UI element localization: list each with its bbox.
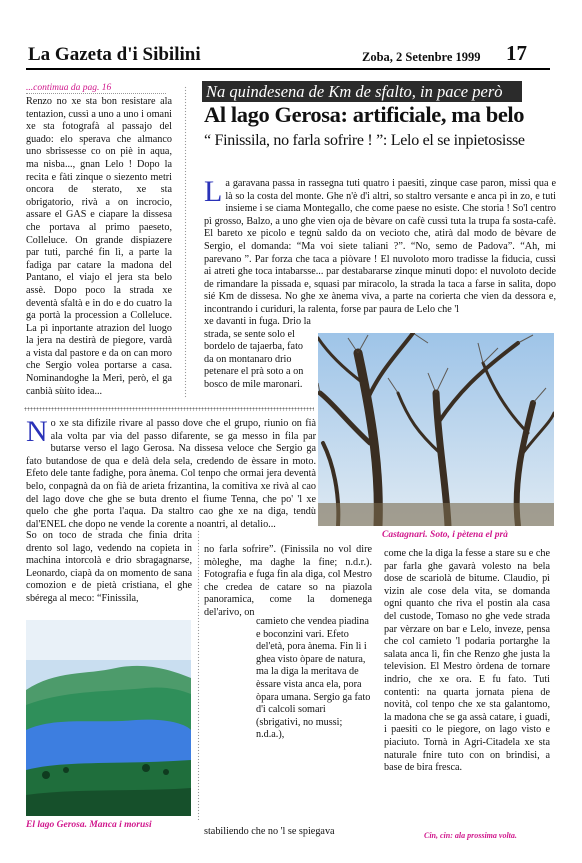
subheadline: “ Finissila, no farla sofrire ! ”: Lelo el se inpietosisse <box>204 132 525 149</box>
trees-caption: Castagnari. Soto, i pètena el prà <box>382 530 508 540</box>
column-1-lower-text: So on toco de strada che finia drita drento sol lago, vedendo na copieta in machina intorcolà e drio sbragagnarse, Leonardo, ciapà da on momento de sana comozion e de pietà cristiana, el ghe sbérega al meco: “Finissila, <box>26 530 192 604</box>
kicker-text: Na quindesena de Km de sfalto, in pace però <box>206 82 503 101</box>
article-paragraph-2 <box>26 415 316 531</box>
column-3-text: come che la diga la fesse a stare su e che par farla ghe gavarà volesto na bela dose de scariolà de bitume. Claudio, pì vizin ale cose dela vita, se domanda ogni quanto che riva el postin ala casa del custode, Tomaso no ghe vede strada par vèrzare on bar e Lelo, inveze, pensa che col camieto 'l podaria portarghe la salata anca lì, fin che Renzo ghe justa la television. El Mestro òrdena de tornare indrio, che xe ora. E fu fato. Tuti contenti: na quarta jornata piena de novità, col tenpo che xe sta galantomo, la madona che se ga assà catare, i guadi, i paesiti co le piegore, on lago visto e piaciuto. Tornà in Agri-Citadela xe sta naturale fnire tuto con on brindisi, a base de bira fresca. <box>384 548 550 774</box>
column-2-narrow-text: camieto che vendea piadina e boconzini vari. Efeto del'età, pora ànema. Fin lì i ghea visto òpare de natura, ma la diga la meritava de èssare vista anca ela, pora òpara umana. Sergio ga fato d'i calcoli somari (sbrigativi, no mussi; n.d.a.), <box>256 616 371 741</box>
continue-note: Cin, cin: ala prossima volta. <box>424 831 517 840</box>
column-2-top-text: no farla sofrire”. (Finissila no vol dire mòleghe, ma daghe la fine; n.d.r.). Fotografia e fuga fin ala diga, col Mestro che credea de catare so na piazola panoramica, come la domenega del'arivo, on <box>204 544 372 618</box>
masthead-date: Zoba, 2 Setenbre 1999 <box>362 50 481 64</box>
left-column-text: Renzo no xe sta bon resistare ala tentazion, cussì a uno a uno i omani xe sta fotografà al passajo del guado: elo sperava che almanco uno sbrissesse co on piè in aqua, ma nisba..., gnan Lelo ! Dopo la recita e fàti zinque o siezento metri oncora de sterato, xe sta obrigatorio, rivà a on incrocio, assare el GAS e ciapare la dissesa che portava al primo paeseto, Colleluce. On grande dispiazere par tuti, parché fin lì, a parte la fadiga par catare la madona del Pantano, el viajo el jera sta belo assè. Dopo poco la strada xe deventà sfaltà e in do e do cuatro la ga portà la procession a Colleluce. La pì inportante atrazion del luogo la jera na destirà de piegore, vardà a vista dal pastore e da on can moro che Sergio volea portarse a casa. Nominandoghe la Merì, però, el ga canbià sùito idea... <box>26 96 172 397</box>
continued-label: ...contimua da pag. 16 <box>26 83 112 93</box>
lake-photo-image <box>26 620 191 816</box>
lake-photo <box>26 620 191 816</box>
trees-photo <box>318 333 554 526</box>
continued-from <box>26 83 166 94</box>
lake-caption: El lago Gerosa. Manca i morusi <box>26 820 152 830</box>
article-paragraph-1 <box>204 175 556 317</box>
drop-cap-2: N <box>26 415 48 448</box>
section-separator <box>24 407 314 411</box>
article-paragraph-1-narrow: xe davanti in fuga. Drio la strada, se sente solo el bordelo de tajaerba, fato da on montanaro drio petenare el prà soto a on bosco de mile maronari. <box>204 316 311 390</box>
headline: Al lago Gerosa: artificiale, ma belo <box>204 102 525 127</box>
paragraph-2-text: o xe sta difizile rivare al passo dove che el grupo, riunio on fià ala volta par via del passo difarente, se ga messo in fila par butarse verso el lago Gerosa. Na dissesa veloce che Sergio ga fato butandose de qua e delà dela sela, credendo de èssare in moto. Efeto dele tante fadighe, pora ànema. Col tenpo che ormai jera deventà belo, conpagnà da on fià de arieta frizantina, la comitiva xe rivà al cao del lago dove che ghe se buta drento el fiume Tenna, che po' 'l xe quelo che ghe porta l'aqua. Da staltro cao ghe xe na diga, tendù dal'ENEL che dopo ne vende la corente a noantri, al detalio... <box>26 418 316 530</box>
column-separator-lower <box>197 530 200 820</box>
paragraph-1-text: a garavana passa in rassegna tuti quatro i paesiti, zinque case paron, missi qua e là so la costa del monte. Ghe n'è d'i altri, so staltro versante e anca pì in zo, e tuti insieme i se ciama Montegallo, che come paese no esiste. Che storia ! So'l centro pì grosso, Balzo, a uno ghe vien oja de bèvare on cafè cussì tuta la trupa fa sosta-cafè. El bareto xe picolo e tegnù saldo da on vecioto che, atirà dal modo de bèvare de Sergio, el domanda: “Ma voi siete taliani ?”. “No, semo de Padova”. “Ah, mi parevano ”. Par forza che taca a piòvare ! El nuvoloto moro tradisse la fiducia, cussì ai atreti ghe toca intabarsse... par destabararse zinque minuti dopo: el nuvoloto decide de rimandare la pissada e, squasi par miracolo, la strada la taca a farse in salita, dopo sié Km de dissesa. No ghe xe ànema viva, a parte na corierta che vien da dessora e, incontrando i curiduri, la ralenta, forse par paura de Lelo che 'l <box>204 178 556 315</box>
article-kicker <box>202 81 522 102</box>
drop-cap: L <box>204 175 223 208</box>
column-2-bottom-text: stabiliendo che no 'l se spiegava <box>204 826 335 837</box>
column-separator <box>184 86 187 398</box>
page-number: 17 <box>506 41 527 65</box>
masthead-rule <box>26 68 550 70</box>
trees-photo-image <box>318 333 554 526</box>
masthead-title: La Gazeta d'i Sibilini <box>28 44 201 65</box>
